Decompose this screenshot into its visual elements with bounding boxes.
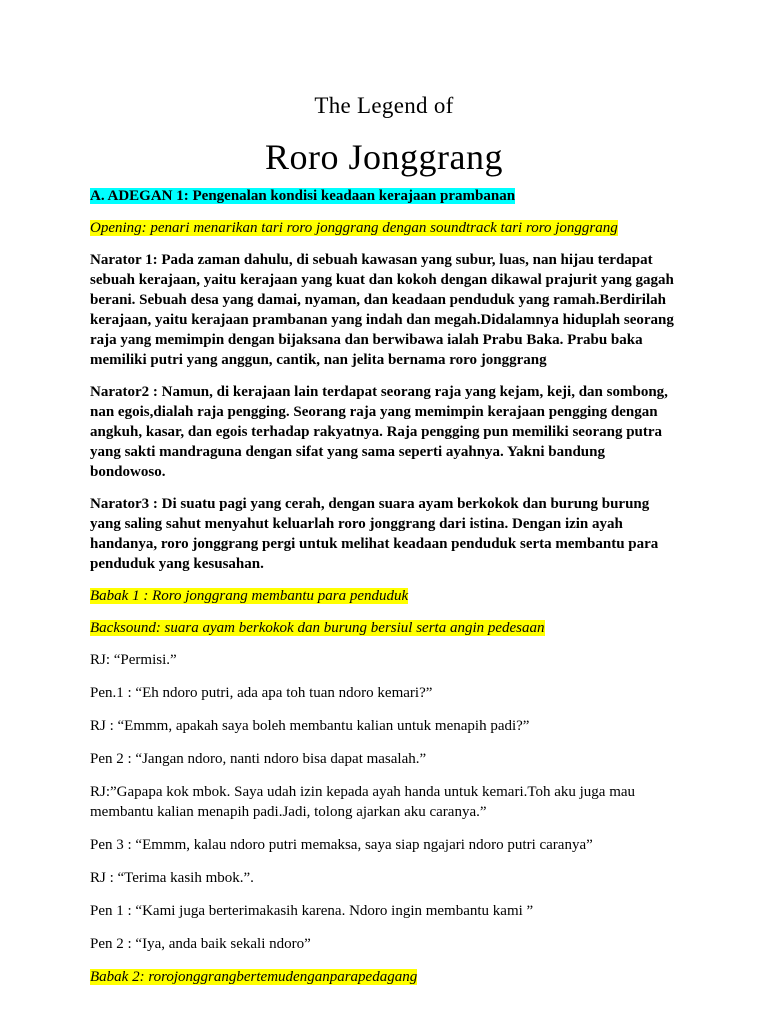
narration-line: yang sakti mandraguna dengan sifat yang sama seperti ayahnya. Yakni bandung <box>90 444 605 460</box>
narration-line: berani. Sebuah desa yang damai, nyaman, dan keadaan penduduk yang ramah.Berdirilah <box>90 292 666 308</box>
narration-line: yang saling sahut menyahut keluarlah roro jonggrang dari istina. Dengan izin ayah <box>90 516 623 532</box>
dialog-text: Pen 2 : “Iya, anda baik sekali ndoro” <box>90 936 311 952</box>
dialog-line <box>90 782 690 822</box>
dialog-text: RJ : “Terima kasih mbok.”. <box>90 870 254 886</box>
narration-line: bondowoso. <box>90 464 166 480</box>
dialog-line <box>90 901 690 921</box>
dialog-line <box>90 650 690 670</box>
narration-line: Narator3 : Di suatu pagi yang cerah, dengan suara ayam berkokok dan burung burung <box>90 496 650 512</box>
babak-1-heading <box>90 586 690 606</box>
dialog-text: RJ : “Emmm, apakah saya boleh membantu kalian untuk menapih padi?” <box>90 718 530 734</box>
babak-2-heading <box>90 967 690 987</box>
opening-note-text: Opening: penari menarikan tari roro jonggrang dengan soundtrack tari roro jonggrang <box>90 220 618 236</box>
dialog-text: RJ: “Permisi.” <box>90 652 177 668</box>
narration-line: memiliki putri yang anggun, cantik, nan jelita bernama roro jonggrang <box>90 352 547 368</box>
narration-3 <box>90 494 690 574</box>
dialog-text: membantu kalian menapih padi.Jadi, tolong ajarkan aku caranya.” <box>90 804 487 820</box>
dialog-text: Pen.1 : “Eh ndoro putri, ada apa toh tuan ndoro kemari?” <box>90 685 433 701</box>
narration-line: kerajaan, yaitu kerajaan prambanan yang indah dan megah.Didalamnya hiduplah seorang <box>90 312 674 328</box>
narration-line: Narator 1: Pada zaman dahulu, di sebuah kawasan yang subur, luas, nan hijau terdapat <box>90 252 653 268</box>
dialog-text: Pen 3 : “Emmm, kalau ndoro putri memaksa, saya siap ngajari ndoro putri caranya” <box>90 837 593 853</box>
babak-2-text: Babak 2: rorojonggrangbertemudenganparapedagang <box>90 969 418 985</box>
document-body <box>90 186 690 999</box>
dialog-line <box>90 868 690 888</box>
narration-line: angkuh, kasar, dan egois terhadap rakyatnya. Raja pengging pun memiliki seorang putra <box>90 424 663 440</box>
dialog-line <box>90 683 690 703</box>
narration-1 <box>90 250 690 370</box>
section-heading <box>90 186 690 206</box>
backsound-note <box>90 618 690 638</box>
backsound-text: Backsound: suara ayam berkokok dan burung bersiul serta angin pedesaan <box>90 620 545 636</box>
dialog-text: Pen 2 : “Jangan ndoro, nanti ndoro bisa dapat masalah.” <box>90 751 427 767</box>
narration-line: penduduk yang kesusahan. <box>90 556 264 572</box>
title-subheading: The Legend of <box>314 93 454 118</box>
dialog-text: RJ:”Gapapa kok mbok. Saya udah izin kepada ayah handa untuk kemari.Toh aku juga mau <box>90 784 636 800</box>
narration-line: raja yang memimpin dengan bijaksana dan berwibawa ialah Prabu Baka. Prabu baka <box>90 332 643 348</box>
narration-line: nan egois,dialah raja pengging. Seorang raja yang memimpin kerajaan pengging dengan <box>90 404 658 420</box>
dialog-text: Pen 1 : “Kami juga berterimakasih karena. Ndoro ingin membantu kami ” <box>90 903 534 919</box>
babak-1-text: Babak 1 : Roro jonggrang membantu para penduduk <box>90 588 409 604</box>
narration-2 <box>90 382 690 482</box>
dialog-line <box>90 749 690 769</box>
narration-line: sebuah kerajaan, yaitu kerajaan yang kuat dan kokoh dengan dikawal prajurit yang gagah <box>90 272 674 288</box>
page-title: Roro Jonggrang <box>265 137 503 177</box>
dialog-line <box>90 716 690 736</box>
section-heading-text: A. ADEGAN 1: Pengenalan kondisi keadaan kerajaan prambanan <box>90 188 516 204</box>
opening-note <box>90 218 690 238</box>
dialog-line <box>90 934 690 954</box>
narration-line: Narator2 : Namun, di kerajaan lain terdapat seorang raja yang kejam, keji, dan sombong, <box>90 384 668 400</box>
dialog-line <box>90 835 690 855</box>
narration-line: handanya, roro jonggrang pergi untuk melihat keadaan penduduk serta membantu para <box>90 536 659 552</box>
